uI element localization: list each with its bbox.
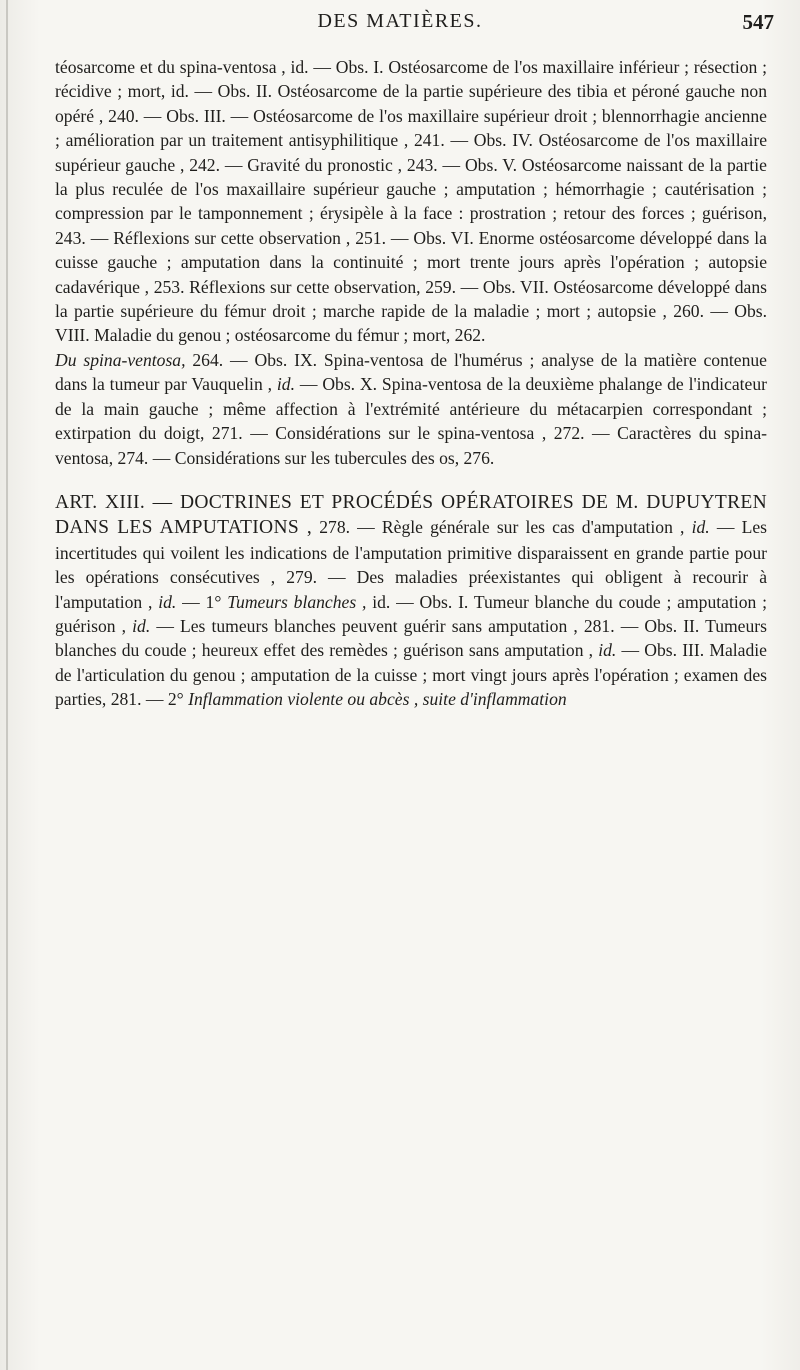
ibid-ref: id. [132, 615, 151, 636]
ibid-ref: id. [598, 640, 617, 661]
index-content [55, 55, 767, 712]
paragraph-text: — 1° [176, 591, 228, 612]
page-number: 547 [742, 10, 774, 34]
subsection-title: Inflammation violente ou abcès , suite d'inflammation [188, 689, 567, 710]
paragraph-text: id. — Obs. I. Tumeur blanche du coude ; amputation ; guérison , [55, 591, 768, 636]
index-paragraph-spina-ventosa [55, 348, 767, 470]
paragraph-text: — Les tumeurs blanches peuvent guérir sans amputation , 281. — Obs. II. Tumeurs blanches du coude ; heureux effet des remèdes ; guérison sans amputation , [55, 615, 767, 661]
ibid-ref: id. [276, 374, 295, 395]
paragraph-text: — Obs. III. Maladie de l'articulation du genou ; amputation de la cuisse ; mort vingt jours après l'opération ; examen des parties, 281. — 2° [55, 640, 767, 710]
paragraph-text: 264. — Obs. IX. Spina-ventosa de l'humérus ; analyse de la matière contenue dans la tumeur par Vauquelin , [55, 349, 767, 395]
index-paragraph-article-xiii [55, 490, 767, 712]
running-title: DES MATIÈRES. [317, 10, 483, 32]
paragraph-text: — Obs. X. Spina-ventosa de la deuxième phalange de l'indicateur de la main gauche ; même affection à l'extrémité antérieure du métacarpien correspondant ; extirpation du doigt, 271. — Considérations sur le spina-ventosa , 272. — Caractères du spina-ventosa, 274. — Considérations sur les tubercules des os, 276. [55, 374, 767, 468]
page-header [0, 10, 800, 46]
paragraph-text: 278. — Règle générale sur les cas d'amputation , [312, 517, 692, 538]
article-heading: ART. XIII. — DOCTRINES ET PROCÉDÉS OPÉRATOIRES DE M. DUPUYTREN DANS LES AMPUTATIONS , [55, 491, 767, 539]
paragraph-text: — Les incertitudes qui voilent les indications de l'amputation primitive disparaissent en grande partie pour les opérations consécutives , 279. — Des maladies préexistantes qui obligent à recourir à l'amputation , [55, 517, 767, 612]
subsection-title: Tumeurs blanches , [227, 591, 367, 612]
ibid-ref: id. [158, 591, 177, 612]
paragraph-text: téosarcome et du spina-ventosa , id. — Obs. I. Ostéosarcome de l'os maxillaire inférieur ; résection ; récidive ; mort, id. — Obs. II. Ostéosarcome de la partie supérieure des tibia et péroné gauche non opéré , 240. — Obs. III. — Ostéosarcome de l'os maxillaire supérieur droit ; blennorrhagie ancienne ; amélioration par un traitement antisyphilitique , 241. — Obs. IV. Ostéosarcome de l'os maxillaire supérieur gauche , 242. — Gravité du pronostic , 243. — Obs. V. Ostéosarcome naissant de la partie la plus reculée de l'os maxaillaire supérieur gauche ; amputation ; hémorrhagie ; cautérisation ; compression par le tamponnement ; érysipèle à la face : prostration ; retour des forces ; guérison, 243. — Réflexions sur cette observation , 251. — Obs. VI. Enorme ostéosarcome développé dans la cuisse gauche ; amputation dans la continuité ; mort trente jours après l'opération ; autopsie cadavérique , 253. Réflexions sur cette observation, 259. — Obs. VII. Ostéosarcome développé dans la partie supérieure du fémur droit ; marche rapide de la maladie ; mort ; autopsie , 260. — Obs. VIII. Maladie du genou ; ostéosarcome du fémur ; mort, 262. [55, 57, 767, 346]
subsection-title: Du spina-ventosa, [55, 349, 186, 370]
page-gutter-edge [6, 0, 8, 1370]
index-paragraph-osteosarcome [55, 55, 767, 348]
ibid-ref: id. [691, 517, 710, 538]
